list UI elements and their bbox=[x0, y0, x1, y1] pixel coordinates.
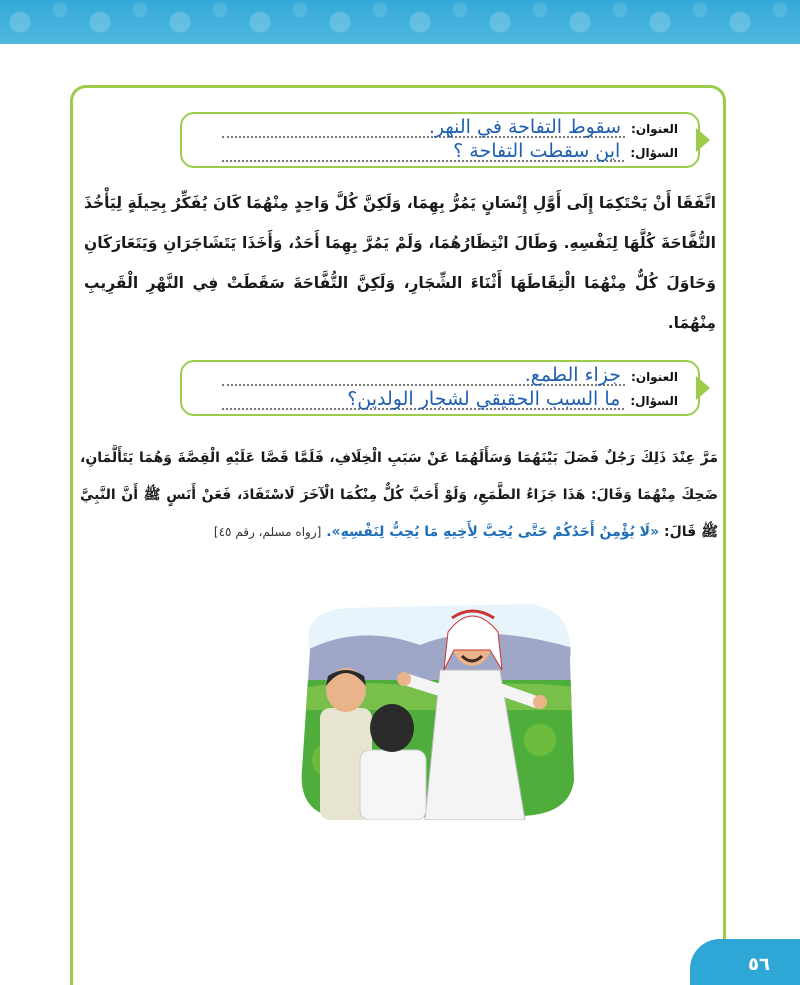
page-number-tab bbox=[690, 939, 800, 985]
paragraph-text: مَرَّ عِنْدَ ذَلِكَ رَجُلٌ فَصَلَ بَيْنَهُمَا وَسَأَلَهُمَا عَنْ سَبَبِ الْخِلَافِ، فَلَمَّا قَصَّا عَلَيْهِ الْقِصَّةَ وَهُمَا يَتَأَلَّمَانِ، ضَحِكَ مِنْهُمَا وَقَالَ: هَذَا جَزَاءُ الطَّمَعِ، وَلَوْ أَحَبَّ كُلٌّ مِنْكُمَا الْآخَرَ لَاسْتَفَادَ، فَعَنْ أَنَسٍ ﷺ أَنَّ النَّبِيَّ ﷺ قَالَ: bbox=[80, 450, 718, 540]
title-label: العنوان: bbox=[631, 122, 678, 136]
title-answer-field[interactable] bbox=[222, 116, 625, 138]
question-row bbox=[222, 388, 678, 410]
top-decorative-band bbox=[0, 0, 800, 44]
card-marker-icon bbox=[696, 128, 710, 152]
question-row bbox=[222, 140, 678, 162]
title-row bbox=[222, 364, 678, 386]
title-answer-field[interactable] bbox=[222, 364, 625, 386]
question-label: السؤال: bbox=[630, 394, 678, 408]
page-number: ٥٦ bbox=[748, 954, 770, 975]
title-answer: سقوط التفاحة في النهر. bbox=[428, 116, 622, 138]
hadith-quote: «لَا يُؤْمِنُ أَحَدُكُمْ حَتَّى يُحِبَّ لِأَخِيهِ مَا يُحِبُّ لِنَفْسِهِ». bbox=[326, 524, 660, 540]
hadith-reference: [رواه مسلم، رقم ٤٥] bbox=[213, 525, 322, 539]
title-answer: جزاء الطمع. bbox=[524, 364, 622, 386]
story-paragraph-1: اتَّفَقَا أَنْ يَحْتَكِمَا إِلَى أَوَّلِ إِنْسَانٍ يَمُرُّ بِهِمَا، وَلَكِنَّ كُلَّ وَاحِدٍ مِنْهُمَا كَانَ يُفَكِّرُ بِحِيلَةٍ لِيَأْخُذَ التُّفَّاحَةَ كُلَّهَا لِنَفْسِهِ. وَطَالَ انْتِظَارُهُمَا، وَلَمْ يَمُرَّ بِهِمَا أَحَدٌ، وَأَخَذَا يَتَشَاجَرَانِ وَيَتَعَارَكَانِ وَحَاوَلَ كُلٌّ مِنْهُمَا الْتِقَاطَهَا أَثْنَاءَ الشِّجَارِ، وَلَكِنَّ التُّفَّاحَةَ سَقَطَتْ فِي النَّهْرِ الْقَرِيبِ مِنْهُمَا. bbox=[83, 194, 716, 332]
story-paragraph-2 bbox=[80, 440, 718, 551]
question-card-2 bbox=[180, 360, 700, 416]
story-illustration bbox=[290, 590, 580, 820]
title-label: العنوان: bbox=[631, 370, 678, 384]
card-marker-icon bbox=[696, 376, 710, 400]
question-card-1 bbox=[180, 112, 700, 168]
question-answer-field[interactable] bbox=[222, 140, 624, 162]
question-answer-field[interactable] bbox=[222, 388, 624, 410]
question-answer: اين سقطت التفاحة ؟ bbox=[453, 140, 621, 162]
question-answer: ما السبب الحقيقي لشجار الولدين؟ bbox=[347, 388, 621, 410]
question-label: السؤال: bbox=[630, 146, 678, 160]
title-row bbox=[222, 116, 678, 138]
